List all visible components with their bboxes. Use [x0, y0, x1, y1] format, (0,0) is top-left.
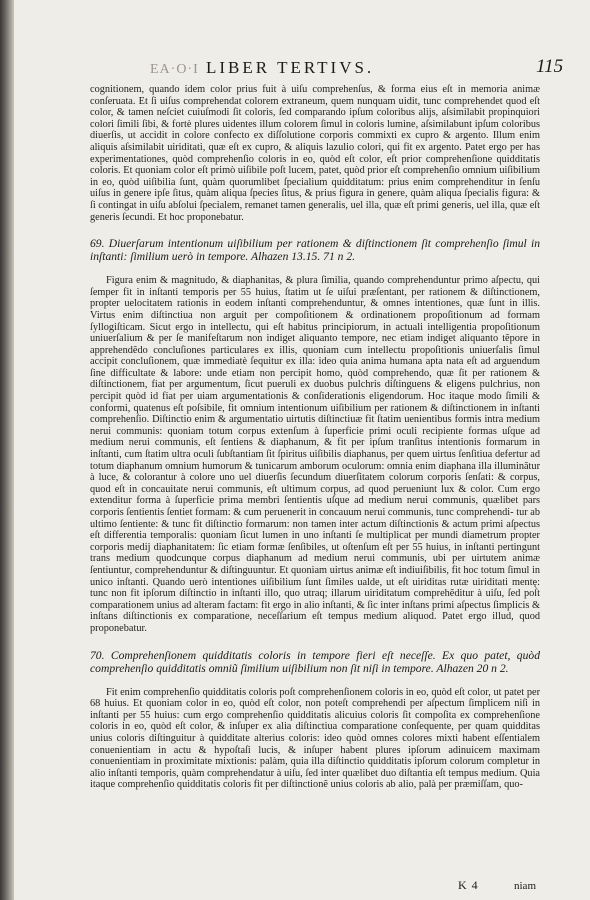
header-faded-ornament: EA·O·I [150, 62, 199, 77]
proposition-70-text: Fit enim comprehenſio quidditatis coloris poſt comprehenſionem coloris in eo, quòd eſt color, ut patet per 68 huius. Et quoniam color in eo, quòd eſt color, non poteſt comprehendi per aſpectum ſimplicem niſi in inſtanti per 55 huius: cum ergo comprehenſio quidditatis alicuius coloris ſit compoſita ex comprehenſione coloris in eo, quòd eſt color, & inſuper ex alia diſtinctiua comparatione conſequente, per quam quidditas unius coloris diſtinguitur à quidditate alterius coloris: ideo quòd omnes colores mixti habent eſſentialem conuenientiam in actu & hypoſtaſi lucis, & inſuper habent plures ipſorum adinuicem maximam conuenientiam in proximitate mixtionis: palàm, quia illa diſtinctio quidditatis ipſorum colorum completur in alio inſtanti temporis, quàm comprehendatur à uiſu, ſed inter quælibet duo diſtantia eſt tempus medium. Quia itaque comprehenſio quidditatis coloris fit per diſtinctionẽ unius coloris ab alio, palà per præmiſſam, quo- [90, 686, 540, 791]
header-title: LIBER TERTIVS. [206, 58, 375, 77]
binding-gutter-shadow [0, 0, 14, 900]
proposition-69-text: Figura enim & magnitudo, & diaphanitas, & plura ſimilia, quando comprehenduntur primo aſpectu, qui ſemper fit in inſtanti temporis per 55 huius, ſtatim ut ſe uiſui præſentant, per rationem & diſtinctionem, propter uelocitatem rationis in eodem inſtanti comprehenduntur, & omnes intentiones, quæ ſunt in illis. Virtus enim diſtinctiua non arguit per compoſitionem & ordinationem propoſitionum ad formam ſyllogiſticam. Sicut ergo in intellectu, qui eſt habitus principiorum, in actuali intelligentia propoſitionum uniuerſalium & per ſe manifeſtarum non indiget aliquanto tempore, nec etiam indiget aliquanto tẽpore in apprehendẽdo concluſiones particulares ex illis, quoniam cum intellectu propoſitionis uniuerſalis ſimul accipit concluſionem, quæ immediatè ſequitur ex illa: ideo quia anima humana apta nata eſt ad arguendum ſine difficultate & labore: unde etiam non percipit homo, quòd comprehendo, quæ ſit per rationem & diſtinctionem, fiat per argumentum, ſicut pueruli ex duobus pulchris diſtinguens & eligens pulchrius, non percipit quòd id fiat per uiam argumentationis & conſiderationis eligendorum. Hoc itaque modo ſimili & conformi, quatenus eſt poſsibile, fit omnium intentionum uiſibilium per rationem & diſtinctionem in inſtanti comprehenſio. Diſtinctio enim & argumentatio uirtutis diſtinctiuæ fit ſtatim uenientibus formis intra medium nerui communis: quoniam totum corpus extenſum à ſuperficie primi oculi recipiente formas uſque ad medium nerui communis, eſt ſentiens & diaphanum, & fit per ipſum tranſitus intentionis formarum in inſtanti, cum ſtatim ultra oculi ſubſtantiam ſit ſpiritus uiſibilis diaphanus, per quem uirtus ſenſitiua defertur ad totum diaphanum omnium humorum & tunicarum amborum oculorum: omnia enim diaphana illa illuminãtur à luce, & colorantur à colore uno uel diuerſis ſecundum diuerſitatem colorum corporis ſenſati: & corpus, quod eſt in concauitate nerui communis, eſt ultimum corpus, ad quod perueniunt lux & color. Cum ergo extenditur forma à ſuperficie prima membri ſentientis uſque ad medium nerui communis, quælibet pars corporis ſentientis ſentiet formam: & cum peruenerit in concauum nerui communis, tunc comprehendi- tur ab ultimo ſentiente: & tunc fit diſtinctio formarum: non tamen inter actum diſtinctionis & actum primi aſpectus eſt differentia temporalis: quoniam ſicut lumen in uno inſtanti ſe multiplicat per mundi diametrum propter corporis medij diaphanitatem: ſic etiam formæ ſenſibiles, ut oſtenſum eſt per 55 huius, in inſtanti pertingunt trans medium quodcunque corpus diaphanum ad medium nerui communis, ubi per uirtutem animæ ſentiuntur, comprehenduntur & diſtinguuntur. Et quoniam uirtus animæ eſt indiuiſibilis, fit hoc totum ſimul in unico inſtanti. Quando uerò intentiones uiſibilium ſunt ſimiles ualde, ut eſt uiriditas rutæ uiriditati mentę: tunc non fit ipſorum diſtinctio in inſtanti illo, quo utraq; illarum uiriditatum comprehẽditur à uiſu, ſed poſt comparationem unius ad alteram factam: fit ergo in alio inſtanti, & ſic inter inſtans primi aſpectus ſimplicis & inſtans diſtinctionis ex comparatione, neceſſarium eſt tempus medium aliquod. Patet ergo illud, quod proponebatur. [90, 275, 540, 634]
signature-mark: K 4 [458, 878, 479, 892]
paragraph-continuation: cognitionem, quando idem color prius fuit à uiſu comprehenſus, & forma eius eſt in memoria animæ conſeruata. Et ſi uiſus comprehendat colorem extraneum, quem nunquam uidit, tunc comprehendet quod eſt color, & tamen neſciet cuiuſmodi ſit coloris, ſed comparando ipſum coloribus alijs, aſsimilabit propinquiori colori ſimili ſibi, & fortè plures uidentes illum colorem ſimul in coloris lumine, aſsimilabunt ipſum coloribus diuerſis, ut accidit in colore confecto ex diſſolutione corporis commixti ex cupro & argento. Illum enim aliquis aſsimilabit uiriditati, quæ eſt ex cupro, & aliquis lazulio colori, qui fit ex argento. Patet ergo per has experimentationes, quòd comprehenſio coloris in eo, quòd eſt color, eſt prior comprehenſione quidditatis coloris. Et quoniam color eſt primò uiſibile poſt lucem, patet, quòd prior eſt comprehenſio omnium uiſibilium in eo, quòd uiſibilia ſunt, quàm quorumlibet ſpecialium quidditatum: prius enim comprehenditur in ſenſu uiſus in genere ipſe ſitus, quàm aliqua ſpecies ſitus, & prius figura in genere, quàm aliqua ſpecialis figura: & ſi contingat in uiſu abſolui ſpecialem, remanet tamen generalis, uel illa, quæ eſt primi generis, uel illa, quæ eſt generis ſecundi. Et hoc proponebatur. [90, 84, 540, 223]
proposition-69-heading: 69. Diuerſarum intentionum uiſibilium per rationem & diſtinctionem ſit comprehenſio ſimul in inſtanti: ſimilium uerò in tempore. Alhazen 13.15. 71 n 2. [90, 237, 540, 264]
catchword: niam [514, 880, 536, 892]
proposition-70-heading: 70. Comprehenſionem quidditatis coloris in tempore fieri eſt neceſſe. Ex quo patet, quòd comprehenſio quidditatis omniũ ſimilium uiſibilium non ſit niſi in tempore. Alhazen 20 n 2. [90, 648, 540, 675]
page-body [90, 84, 540, 791]
page-number: 115 [536, 56, 564, 77]
running-header [150, 58, 480, 80]
